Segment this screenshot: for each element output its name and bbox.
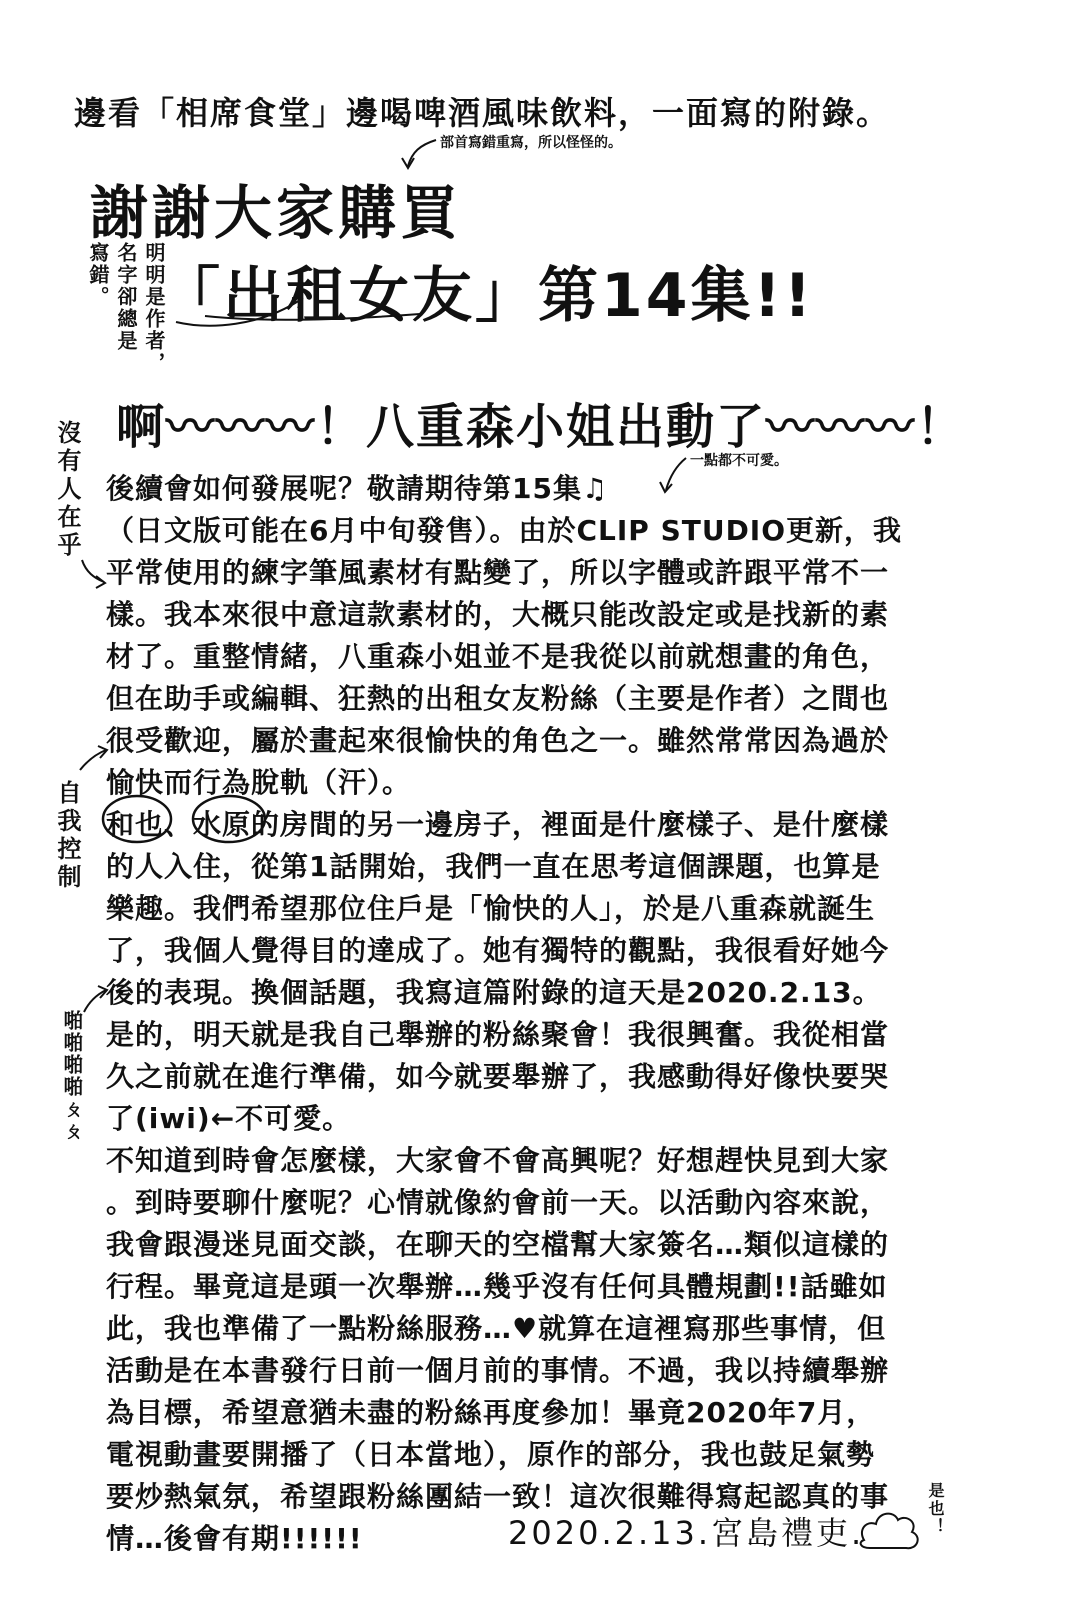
body-line: 很受歡迎，屬於畫起來很愉快的角色之一。雖然常常因為過於 — [106, 724, 890, 757]
cloud-icon — [861, 1514, 918, 1549]
body-line: 電視動畫要開播了（日本當地），原作的部分，我也鼓足氣勢 — [106, 1438, 876, 1471]
body-line: 活動是在本書發行日前一個月前的事情。不過，我以持續舉辦 — [106, 1354, 890, 1387]
body-line: 我會跟漫迷見面交談，在聊天的空檔幫大家簽名…類似這樣的 — [106, 1228, 890, 1261]
arrow-not-cute — [666, 458, 686, 490]
body-line: 久之前就在進行準備，如今就要舉辦了，我感動得好像快要哭 — [106, 1060, 890, 1093]
body-line: 是的，明天就是我自己舉辦的粉絲聚會！我很興奮。我從相當 — [106, 1018, 890, 1051]
note-radical: 部首寫錯重寫，所以怪怪的。 — [440, 135, 622, 151]
body-line: 不知道到時會怎麼樣，大家會不會高興呢？好想趕快見到大家 — [106, 1144, 890, 1177]
thanks-line-2: 「出租女友」第14集!! — [160, 261, 815, 331]
side-note-nobody-cares: 沒有人在乎 — [53, 420, 81, 560]
arrow-nobody — [82, 560, 104, 582]
body-line: 情…後會有期!!!!!! — [106, 1522, 363, 1555]
intro-line: 邊看「相席食堂」邊喝啤酒風味飲料，一面寫的附錄。 — [74, 94, 891, 132]
body-line: 了(iwi)←不可愛。 — [106, 1102, 352, 1135]
body-line: 了，我個人覺得目的達成了。她有獨特的觀點，我很看好她今 — [106, 934, 890, 967]
body-line: 要炒熱氣氛，希望跟粉絲團結一致！這次很難得寫起認真的事 — [106, 1480, 890, 1513]
body-line: 和也、水原的房間的另一邊房子，裡面是什麼樣子、是什麼樣 — [106, 808, 890, 841]
body-line: 行程。畢竟這是頭一次舉辦…幾乎沒有任何具體規劃!!話雖如 — [106, 1270, 888, 1303]
body-line: 。到時要聊什麼呢？心情就像約會前一天。以活動內容來說， — [106, 1186, 890, 1219]
arrow-restraint — [80, 750, 106, 770]
exclaim-line: 啊〰〰〰！八重森小姐出動了〰〰〰！ — [116, 399, 967, 455]
side-note-laugh: 啪啪啪啪ㄆㄆ — [60, 1010, 84, 1142]
signature-note: 是也！ — [926, 1482, 945, 1536]
body-line: 的人入住，從第1話開始，我們一直在思考這個課題，也算是 — [106, 850, 881, 883]
arrow-radical — [408, 140, 436, 166]
side-note-author-col1: 明明是作者， — [142, 242, 166, 374]
thanks-line-1: 謝謝大家購買 — [90, 179, 463, 247]
signature: 2020.2.13.宮島禮吏. — [508, 1514, 865, 1552]
side-note-self-restraint: 自我控制 — [53, 780, 81, 892]
note-not-cute: 一點都不可愛。 — [690, 453, 788, 469]
arrow-not-cute-head — [660, 482, 672, 492]
side-note-author-col3: 寫錯。 — [86, 242, 110, 308]
body-line: 平常使用的練字筆風素材有點變了，所以字體或許跟平常不一 — [106, 556, 890, 589]
body-line: 樂趣。我們希望那位住戶是「愉快的人」，於是八重森就誕生 — [106, 892, 876, 925]
body-line: 愉快而行為脫軌（汗）。 — [106, 766, 412, 799]
body-line: （日文版可能在6月中旬發售）。由於CLIP STUDIO更新，我 — [106, 514, 903, 547]
body-line: 但在助手或編輯、狂熱的出租女友粉絲（主要是作者）之間也 — [106, 682, 890, 715]
body-line: 為目標，希望意猶未盡的粉絲再度參加！畢竟2020年7月， — [106, 1396, 876, 1429]
body-line: 樣。我本來很中意這款素材的，大概只能改設定或是找新的素 — [106, 598, 890, 631]
body-line: 後的表現。換個話題，我寫這篇附錄的這天是2020.2.13。 — [106, 976, 882, 1009]
body-line: 材了。重整情緒，八重森小姐並不是我從以前就想畫的角色， — [106, 640, 890, 673]
body-line: 此，我也準備了一點粉絲服務…♥就算在這裡寫那些事情，但 — [106, 1312, 887, 1345]
body-line: 後續會如何發展呢？敬請期待第15集♫ — [106, 472, 609, 505]
side-note-author-col2: 名字卻總是 — [114, 242, 138, 352]
arrow-laugh — [84, 990, 106, 1012]
arrow-nobody-head — [96, 576, 105, 588]
